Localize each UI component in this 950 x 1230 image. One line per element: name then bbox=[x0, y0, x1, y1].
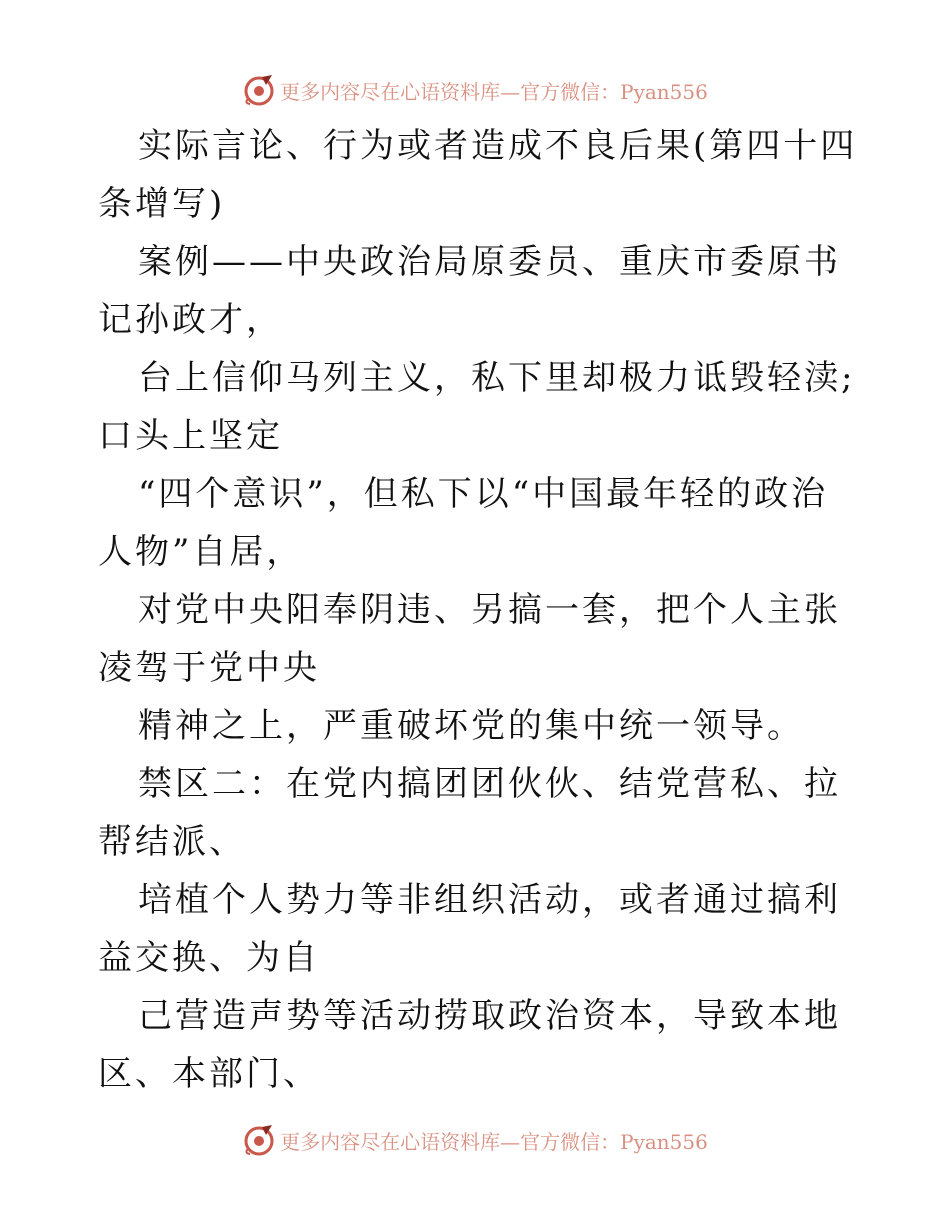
paragraph: 台上信仰马列主义，私下里却极力诋毁轻渎; 口头上坚定 bbox=[98, 358, 856, 456]
paragraph: 禁区二：在党内搞团团伙伙、结党营私、拉帮结派、 bbox=[98, 764, 841, 862]
paragraph: 案例——中央政治局原委员、重庆市委原书记孙政才， bbox=[98, 242, 841, 340]
paragraph: 精神之上，严重破坏党的集中统一领导。 bbox=[138, 706, 804, 746]
paragraph: 实际言论、行为或者造成不良后果(第四十四条增写) bbox=[98, 126, 858, 224]
paragraph: “四个意识”，但私下以“中国最年轻的政治人物”自居， bbox=[98, 474, 829, 572]
watermark-text: 更多内容尽在心语资料库—官方微信：Pyan556 bbox=[280, 1129, 708, 1154]
watermark-text: 更多内容尽在心语资料库—官方微信：Pyan556 bbox=[280, 79, 708, 104]
footer-watermark bbox=[0, 1120, 950, 1160]
header-watermark bbox=[0, 70, 950, 110]
document-body bbox=[98, 117, 858, 1103]
logo-icon bbox=[242, 73, 276, 107]
logo-icon bbox=[242, 1123, 276, 1157]
paragraph: 培植个人势力等非组织活动，或者通过搞利益交换、为自 bbox=[98, 880, 841, 978]
paragraph: 己营造声势等活动捞取政治资本，导致本地区、本部门、 bbox=[98, 996, 841, 1094]
paragraph: 对党中央阳奉阴违、另搞一套，把个人主张凌驾于党中央 bbox=[98, 590, 841, 688]
